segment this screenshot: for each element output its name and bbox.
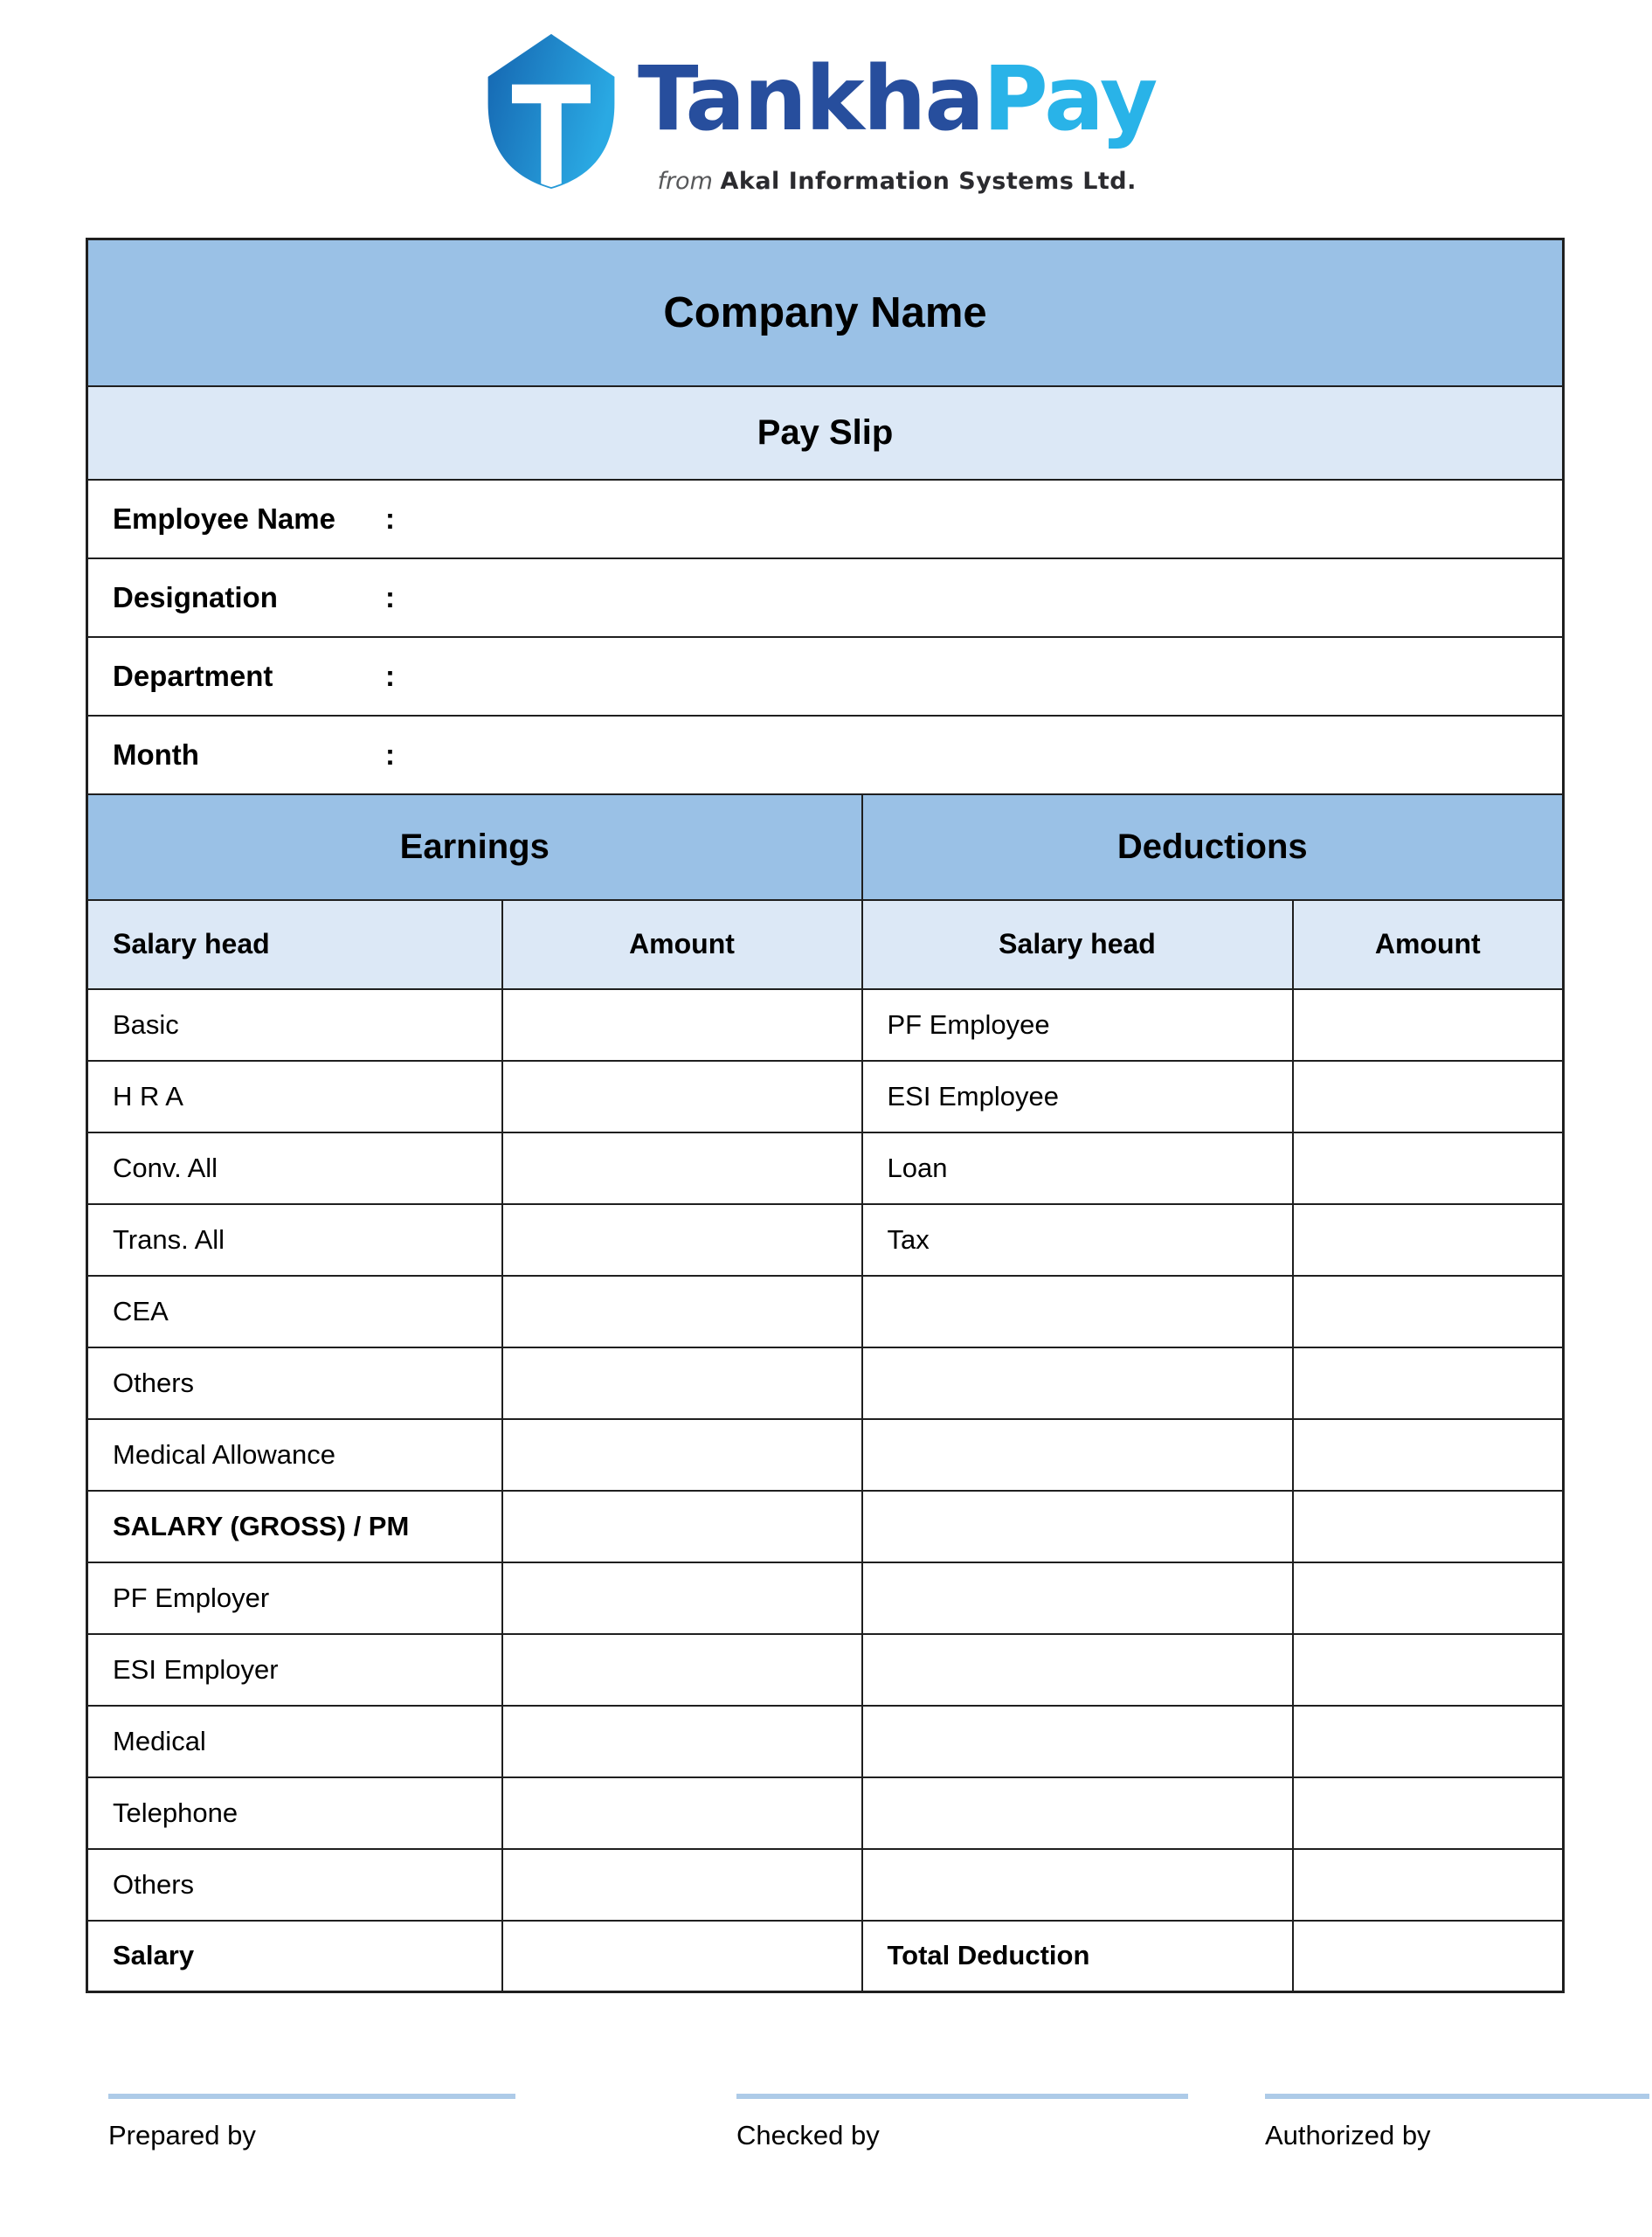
- payslip-title-row: [87, 386, 1564, 480]
- table-row: [87, 1204, 1564, 1276]
- earning-amount-cell: [502, 1777, 862, 1849]
- signature-label: Checked by: [736, 2120, 880, 2150]
- earning-label-cell: Telephone: [87, 1777, 502, 1849]
- earning-label-cell: Basic: [87, 989, 502, 1061]
- salary-gross-row: [87, 1491, 1564, 1562]
- signature-block-authorized: [1265, 2094, 1649, 2151]
- signature-label: Authorized by: [1265, 2120, 1431, 2150]
- deduction-label-cell: Tax: [862, 1204, 1293, 1276]
- deduction-label-cell: [862, 1634, 1293, 1706]
- department-row: [87, 637, 1564, 716]
- earning-amount-cell: [502, 1419, 862, 1491]
- table-row: [87, 1419, 1564, 1491]
- deduction-amount-cell: [1293, 1276, 1564, 1347]
- shield-hammer-icon: [482, 31, 620, 190]
- column-headers-row: [87, 900, 1564, 989]
- deduction-amount-cell: [1293, 1706, 1564, 1777]
- deduction-amount-cell: [1293, 1849, 1564, 1921]
- earning-label-cell: CEA: [87, 1276, 502, 1347]
- table-row: [87, 1276, 1564, 1347]
- earning-label-cell: Medical: [87, 1706, 502, 1777]
- deduction-amount-cell: [1293, 1347, 1564, 1419]
- earning-amount-cell: [502, 989, 862, 1061]
- earning-label-cell: ESI Employer: [87, 1634, 502, 1706]
- table-row: [87, 1061, 1564, 1132]
- deduction-amount-cell: [1293, 1921, 1564, 1992]
- signature-line: [736, 2094, 1188, 2099]
- company-name-row: [87, 239, 1564, 386]
- employee-name-row: [87, 480, 1564, 558]
- deduction-amount-cell: [1293, 1491, 1564, 1562]
- department-label: Department: [113, 659, 273, 692]
- employee-name-label: Employee Name: [113, 502, 335, 535]
- employee-name-colon: :: [385, 502, 395, 535]
- earnings-section-header: Earnings: [87, 794, 862, 900]
- earning-amount-cell: [502, 1706, 862, 1777]
- tagline-company: Akal Information Systems Ltd.: [720, 168, 1137, 195]
- earning-amount-cell: [502, 1491, 862, 1562]
- company-name-title: Company Name: [87, 239, 1564, 386]
- payslip-title: Pay Slip: [87, 386, 1564, 480]
- brand-primary: Tankha: [638, 47, 984, 151]
- table-row: [87, 1347, 1564, 1419]
- table-row: [87, 1562, 1564, 1634]
- deduction-label-cell: [862, 1276, 1293, 1347]
- signature-line: [1265, 2094, 1649, 2099]
- deduction-label-cell: [862, 1849, 1293, 1921]
- earning-amount-cell: [502, 1562, 862, 1634]
- month-colon: :: [385, 738, 395, 771]
- designation-row: [87, 558, 1564, 637]
- month-label: Month: [113, 738, 199, 771]
- signature-label: Prepared by: [108, 2120, 256, 2150]
- earning-amount-cell: [502, 1061, 862, 1132]
- deductions-salary-head-header: Salary head: [862, 900, 1293, 989]
- signature-block-prepared: [108, 2094, 515, 2151]
- deduction-label-cell: Total Deduction: [862, 1921, 1293, 1992]
- tagline-prefix: from: [657, 168, 721, 195]
- department-colon: :: [385, 659, 395, 692]
- brand-tagline: [657, 168, 1136, 196]
- deduction-amount-cell: [1293, 1061, 1564, 1132]
- deduction-amount-cell: [1293, 1204, 1564, 1276]
- earning-amount-cell: [502, 1204, 862, 1276]
- deduction-label-cell: ESI Employee: [862, 1061, 1293, 1132]
- earning-label-cell: Salary: [87, 1921, 502, 1992]
- brand-secondary: Pay: [983, 47, 1157, 151]
- deduction-label-cell: [862, 1419, 1293, 1491]
- deduction-label-cell: [862, 1706, 1293, 1777]
- earnings-salary-head-header: Salary head: [87, 900, 502, 989]
- deduction-amount-cell: [1293, 1777, 1564, 1849]
- deduction-amount-cell: [1293, 1132, 1564, 1204]
- earning-amount-cell: [502, 1634, 862, 1706]
- table-row: [87, 1634, 1564, 1706]
- deductions-amount-header: Amount: [1293, 900, 1564, 989]
- deduction-label-cell: [862, 1347, 1293, 1419]
- earning-label-cell: Conv. All: [87, 1132, 502, 1204]
- designation-colon: :: [385, 580, 395, 613]
- table-row: [87, 1849, 1564, 1921]
- payslip-table: [86, 238, 1565, 1993]
- logo-text-column: [638, 31, 1156, 196]
- deductions-section-header: Deductions: [862, 794, 1564, 900]
- designation-label: Designation: [113, 580, 278, 613]
- table-row: [87, 989, 1564, 1061]
- earning-label-cell: Trans. All: [87, 1204, 502, 1276]
- deduction-label-cell: [862, 1562, 1293, 1634]
- deduction-label-cell: [862, 1777, 1293, 1849]
- table-row: [87, 1132, 1564, 1204]
- earning-amount-cell: [502, 1132, 862, 1204]
- earning-amount-cell: [502, 1849, 862, 1921]
- earning-label-cell: H R A: [87, 1061, 502, 1132]
- signature-block-checked: [736, 2094, 1188, 2151]
- earning-label-cell: PF Employer: [87, 1562, 502, 1634]
- earning-label-cell: Others: [87, 1347, 502, 1419]
- tankhapay-logo: [482, 31, 1156, 196]
- deduction-amount-cell: [1293, 1634, 1564, 1706]
- deduction-label-cell: [862, 1491, 1293, 1562]
- signature-line: [108, 2094, 515, 2099]
- earning-amount-cell: [502, 1921, 862, 1992]
- month-row: [87, 716, 1564, 794]
- table-row: [87, 1706, 1564, 1777]
- table-row: [87, 1777, 1564, 1849]
- deduction-amount-cell: [1293, 1562, 1564, 1634]
- earning-amount-cell: [502, 1276, 862, 1347]
- deduction-label-cell: Loan: [862, 1132, 1293, 1204]
- earning-label-cell: SALARY (GROSS) / PM: [87, 1491, 502, 1562]
- sections-header-row: [87, 794, 1564, 900]
- earning-amount-cell: [502, 1347, 862, 1419]
- earning-label-cell: Others: [87, 1849, 502, 1921]
- deduction-amount-cell: [1293, 1419, 1564, 1491]
- deduction-amount-cell: [1293, 989, 1564, 1061]
- earnings-amount-header: Amount: [502, 900, 862, 989]
- brand-wordmark: [638, 31, 1156, 168]
- earning-label-cell: Medical Allowance: [87, 1419, 502, 1491]
- salary-total-row: [87, 1921, 1564, 1992]
- deduction-label-cell: PF Employee: [862, 989, 1293, 1061]
